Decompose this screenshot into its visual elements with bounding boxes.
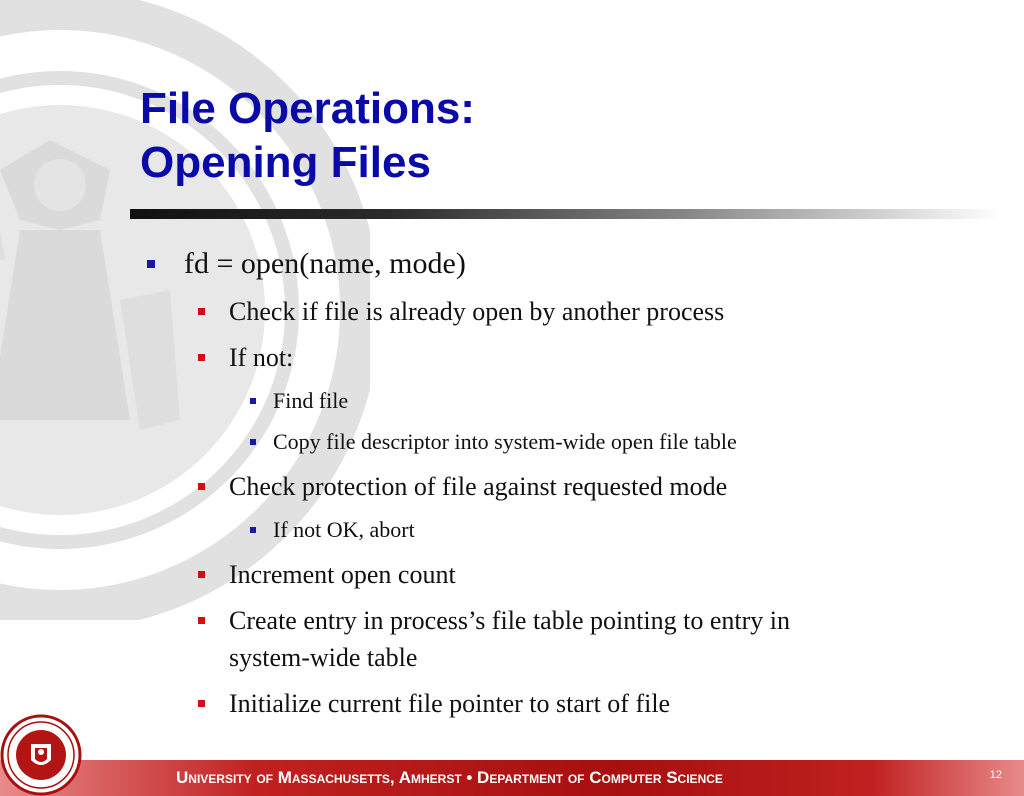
list-item-text: Create entry in process’s file table pointing to entry in	[229, 606, 791, 635]
list-item-text: fd = open(name, mode)	[184, 247, 466, 280]
list-item-text: Check protection of file against requested mode	[229, 472, 728, 501]
square-bullet-icon	[250, 439, 256, 445]
list-item	[273, 427, 737, 457]
square-bullet-icon	[250, 398, 256, 404]
title-line-2: Opening Files	[140, 138, 431, 187]
list-item	[184, 246, 466, 282]
square-bullet-icon	[250, 527, 256, 533]
footer-bar	[0, 760, 1024, 796]
list-item	[229, 469, 727, 505]
list-item-continuation	[229, 640, 417, 676]
square-bullet-icon	[198, 354, 205, 361]
square-bullet-icon	[198, 571, 205, 578]
list-item	[229, 294, 724, 330]
list-item	[273, 515, 415, 545]
page-number: 12	[989, 769, 1002, 781]
square-bullet-icon	[147, 260, 155, 268]
square-bullet-icon	[198, 483, 205, 490]
list-item-text: Check if file is already open by another process	[229, 297, 725, 326]
list-item	[273, 386, 348, 416]
list-item-text: system-wide table	[229, 643, 418, 672]
university-seal-logo-icon	[0, 714, 82, 796]
list-item	[229, 603, 790, 639]
list-item	[229, 557, 456, 593]
square-bullet-icon	[198, 308, 205, 315]
square-bullet-icon	[198, 700, 205, 707]
footer-text: University of Massachusetts, Amherst • Department of Computer Science	[176, 768, 723, 787]
title-line-1: File Operations:	[140, 84, 475, 133]
list-item-text: Increment open count	[229, 560, 456, 589]
list-item	[229, 686, 670, 722]
list-item-text: If not OK, abort	[273, 517, 415, 542]
square-bullet-icon	[198, 617, 205, 624]
list-item	[229, 340, 293, 376]
list-item-text: Initialize current file pointer to start of file	[229, 689, 671, 718]
list-item-text: Copy file descriptor into system-wide open file table	[273, 429, 737, 454]
list-item-text: Find file	[273, 388, 349, 413]
list-item-text: If not:	[229, 343, 294, 372]
